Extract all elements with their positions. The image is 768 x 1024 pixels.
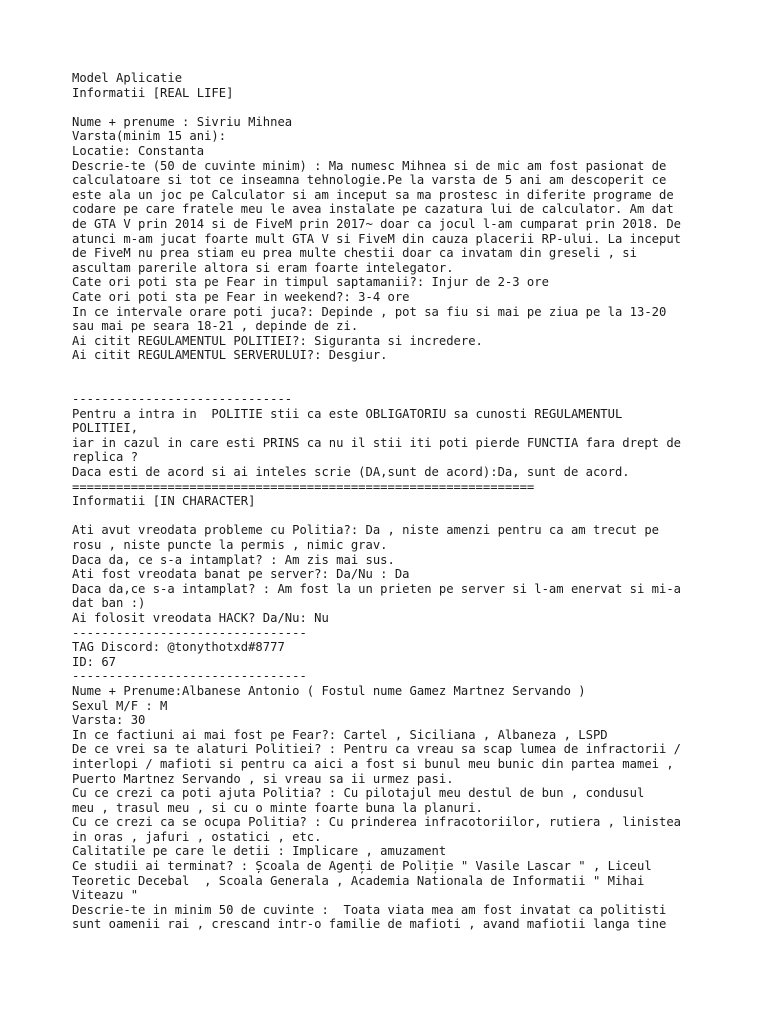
text-line: Descrie-te in minim 50 de cuvinte : Toata viata mea am fost invatat ca politisti <box>72 902 667 917</box>
text-line: Ati fost vreodata banat pe server?: Da/Nu : Da <box>72 567 410 582</box>
text-line: de FiveM nu prea stiam eu prea multe chestii doar ca invatam din greseli , si <box>72 246 637 261</box>
text-line: Cu ce crezi ca poti ajuta Politia? : Cu pilotajul meu destul de bun , condusul <box>72 786 645 801</box>
text-line: interlopi / mafioti si pentru ca aici a fost si bunul meu bunic din partea mamei , <box>72 756 674 771</box>
document-page <box>72 71 732 932</box>
text-line: Teoretic Decebal , Scoala Generala , Academia Nationala de Informatii " Mihai <box>72 873 645 888</box>
text-line: Ai citit REGULAMENTUL SERVERULUI?: Desgiur. <box>72 348 388 363</box>
text-line: codare pe care fratele meu le avea instalate pe cazatura lui de calculator. Am dat <box>72 202 674 217</box>
text-line: este ala un joc pe Calculator si am inceput sa ma prostesc in diferite programe de <box>72 187 674 202</box>
text-line: Nume + Prenume:Albanese Antonio ( Fostul nume Gamez Martnez Servando ) <box>72 683 586 698</box>
text-line: de GTA V prin 2014 si de FiveM prin 2017~ doar ca jocul l-am cumparat prin 2018. De <box>72 216 682 231</box>
text-line: In ce intervale orare poti juca?: Depinde , pot sa fiu si mai pe ziua pe la 13-20 <box>72 304 667 319</box>
text-line: Cate ori poti sta pe Fear in weekend?: 3-4 ore <box>72 289 410 304</box>
text-line: ascultam parerile altora si eram foarte intelegator. <box>72 260 454 275</box>
text-line: ID: 67 <box>72 654 117 669</box>
text-line: Informatii [REAL LIFE] <box>72 85 234 100</box>
text-line: in oras , jafuri , ostatici , etc. <box>72 829 322 844</box>
text-line: rosu , niste puncte la permis , nimic grav. <box>72 538 388 552</box>
section-heading: Informatii [IN CHARACTER] <box>72 494 256 509</box>
text-line: Puerto Martnez Servando , si vreau sa ii urmez pasi. <box>72 771 454 786</box>
text-line: Cu ce crezi ca se ocupa Politia? : Cu prinderea infracotoriilor, rutiera , linistea <box>72 815 682 830</box>
text-line: Varsta: 30 <box>72 713 146 728</box>
text-line: calculatoare si tot ce inseamna tehnologie.Pe la varsta de 5 ani am descoperit ce <box>72 173 667 188</box>
divider-line: =============================================================== <box>72 479 535 494</box>
divider-line: ------------------------------ <box>72 392 293 407</box>
text-line <box>72 363 732 378</box>
text-line: Daca da, ce s-a intamplat? : Am zis mai sus. <box>72 552 395 567</box>
text-line: Varsta(minim 15 ani): <box>72 129 227 144</box>
text-line: iar in cazul in care esti PRINS ca nu il stii iti poti pierde FUNCTIA fara drept de <box>72 435 682 450</box>
text-line: Daca esti de acord si ai inteles scrie (DA,sunt de acord):Da, sunt de acord. <box>72 465 630 480</box>
text-line: Pentru a intra in POLITIE stii ca este OBLIGATORIU sa cunosti REGULAMENTUL <box>72 406 623 421</box>
text-line: Nume + prenume : Sivriu Mihnea <box>72 114 293 129</box>
text-line <box>72 100 732 115</box>
text-line: Ce studii ai terminat? : Școala de Agenți de Poliție " Vasile Lascar " , Liceul <box>72 859 652 874</box>
text-line: sunt oamenii rai , crescand intr-o familie de mafioti , avand mafiotii langa tine <box>72 917 667 932</box>
text-line: In ce factiuni ai mai fost pe Fear?: Cartel , Siciliana , Albaneza , LSPD <box>72 727 608 742</box>
text-line <box>72 509 732 524</box>
text-line: Model Aplicatie <box>72 71 183 85</box>
text-line: Calitatile pe care le detii : Implicare , amuzament <box>72 844 447 859</box>
text-line: meu , trasul meu , si cu o minte foarte buna la planuri. <box>72 800 483 815</box>
text-line: replica ? <box>72 450 139 465</box>
text-line: dat ban :) <box>72 596 146 611</box>
text-line: Descrie-te (50 de cuvinte minim) : Ma numesc Mihnea si de mic am fost pasionat de <box>72 158 667 173</box>
text-line <box>72 377 732 392</box>
text-line: Ai folosit vreodata HACK? Da/Nu: Nu <box>72 610 329 625</box>
text-line: Ai citit REGULAMENTUL POLITIEI?: Siguranta si incredere. <box>72 333 483 348</box>
text-line: POLITIEI, <box>72 421 139 436</box>
text-line: Ati avut vreodata probleme cu Politia?: Da , niste amenzi pentru ca am trecut pe <box>72 523 659 538</box>
divider-line: -------------------------------- <box>72 669 307 684</box>
text-line: Daca da,ce s-a intamplat? : Am fost la un prieten pe server si l-am enervat si mi-a <box>72 581 682 596</box>
text-line: sau mai pe seara 18-21 , depinde de zi. <box>72 319 359 334</box>
divider-line: -------------------------------- <box>72 625 307 640</box>
text-line: TAG Discord: @tonythotxd#8777 <box>72 640 285 655</box>
text-line: Viteazu " <box>72 888 139 903</box>
text-line: Sexul M/F : M <box>72 698 168 713</box>
text-line: atunci m-am jucat foarte mult GTA V si FiveM din cauza placerii RP-ului. La inceput <box>72 231 682 246</box>
text-line: Cate ori poti sta pe Fear in timpul saptamanii?: Injur de 2-3 ore <box>72 275 549 290</box>
text-line: Locatie: Constanta <box>72 143 205 158</box>
text-line: De ce vrei sa te alaturi Politiei? : Pentru ca vreau sa scap lumea de infractorii / <box>72 742 682 757</box>
